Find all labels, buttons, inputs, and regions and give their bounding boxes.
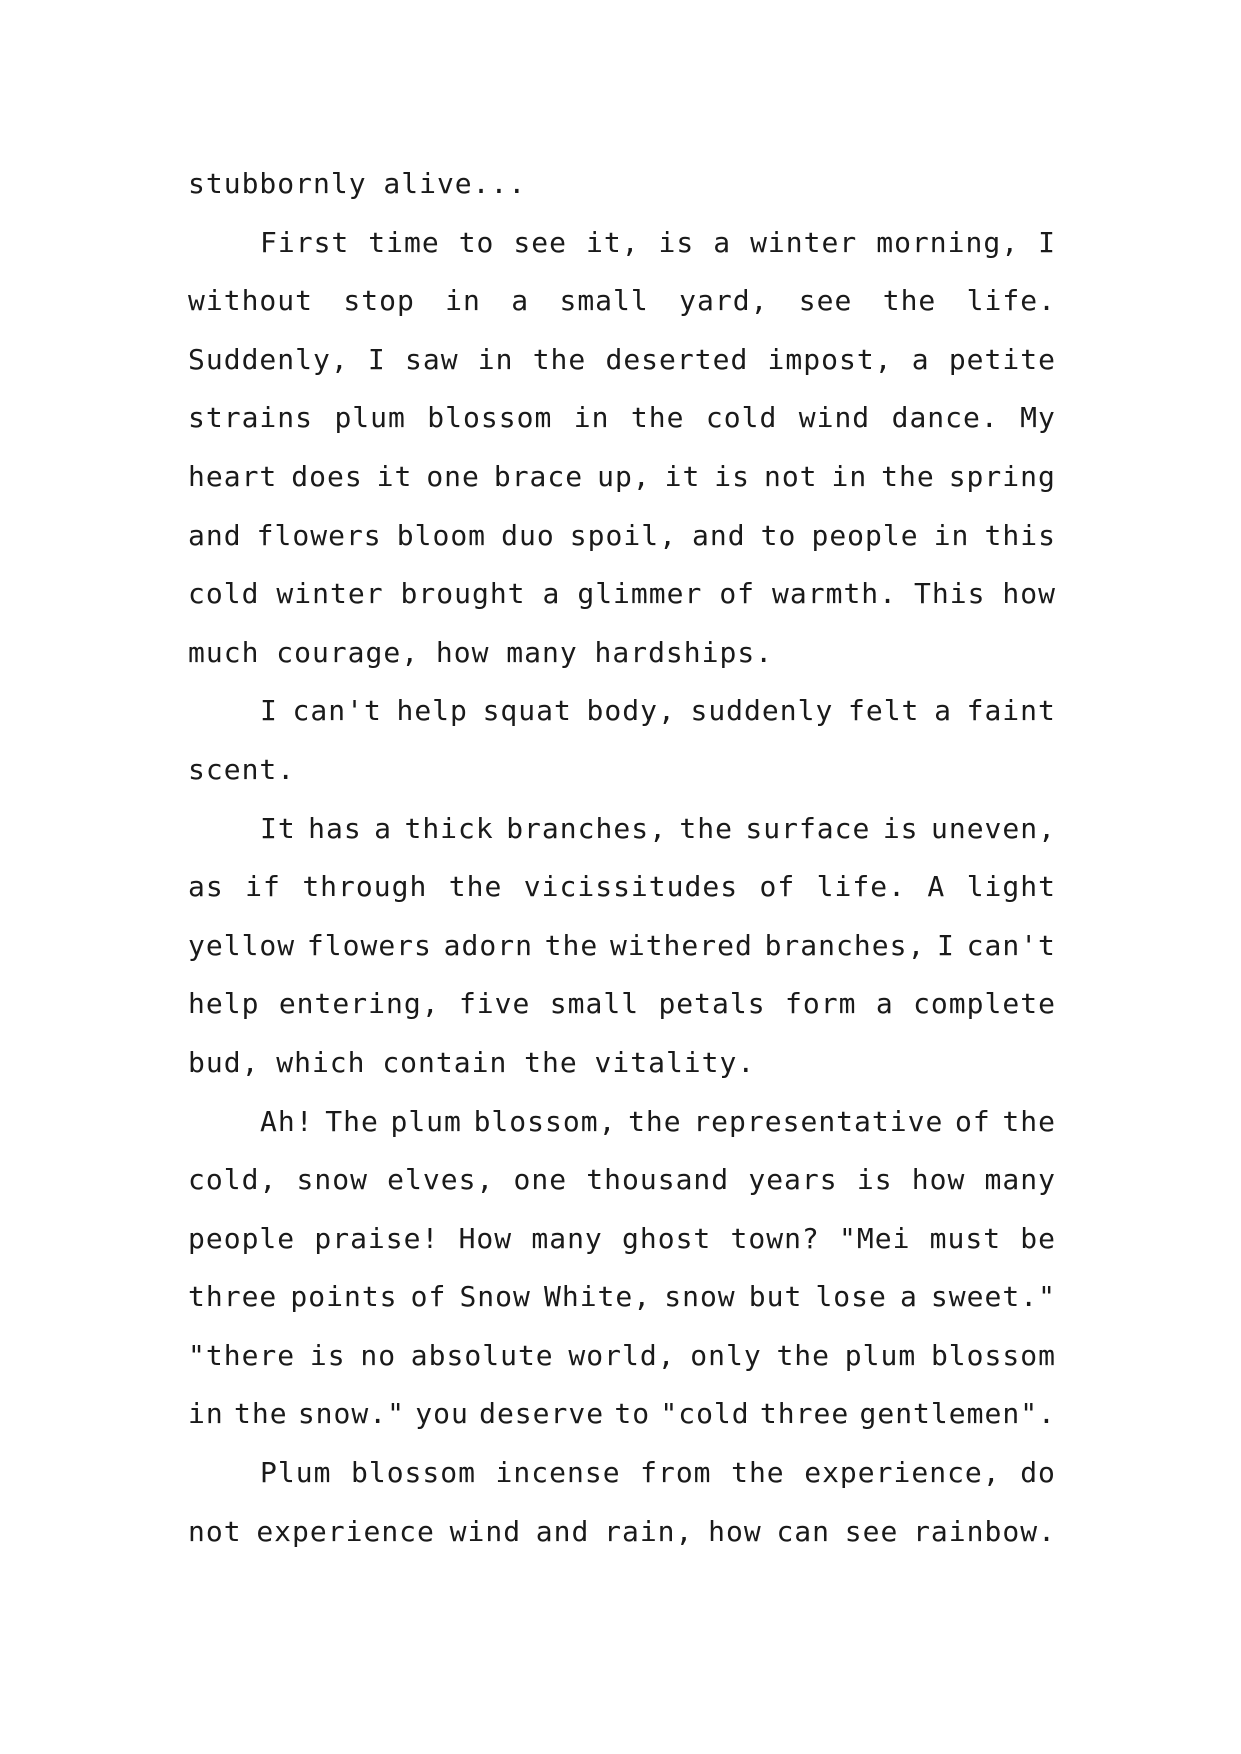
- text-line: yellow flowers adorn the withered branches, I can't: [188, 928, 1056, 962]
- text-line: scent.: [188, 752, 296, 786]
- text-line: Ah! The plum blossom, the representative of the: [260, 1104, 1056, 1138]
- text-line: people praise! How many ghost town? "Mei must be: [188, 1221, 1056, 1255]
- text-line: First time to see it, is a winter morning, I: [260, 225, 1056, 259]
- text-line: and flowers bloom duo spoil, and to people in this: [188, 518, 1056, 552]
- text-line: strains plum blossom in the cold wind dance. My: [188, 401, 1056, 435]
- text-line: without stop in a small yard, see the life.: [188, 284, 1056, 318]
- text-line: cold, snow elves, one thousand years is how many: [188, 1163, 1056, 1197]
- text-line: I can't help squat body, suddenly felt a faint: [260, 694, 1056, 728]
- text-line: much courage, how many hardships.: [188, 635, 774, 669]
- text-line: as if through the vicissitudes of life. A light: [188, 870, 1056, 904]
- text-line: It has a thick branches, the surface is uneven,: [260, 811, 1056, 845]
- text-line: cold winter brought a glimmer of warmth. This how: [188, 577, 1056, 611]
- text-line: Suddenly, I saw in the deserted impost, a petite: [188, 342, 1056, 376]
- text-line: three points of Snow White, snow but lose a sweet.": [188, 1280, 1056, 1314]
- text-line: bud, which contain the vitality.: [188, 1045, 756, 1079]
- text-line: Plum blossom incense from the experience, do: [260, 1456, 1056, 1490]
- text-line: in the snow." you deserve to "cold three gentlemen".: [188, 1397, 1056, 1431]
- body-text: [188, 162, 1056, 1568]
- text-line: stubbornly alive...: [188, 167, 527, 200]
- text-line: heart does it one brace up, it is not in the spring: [188, 459, 1056, 493]
- text-line: help entering, five small petals form a complete: [188, 987, 1056, 1021]
- text-line: "there is no absolute world, only the plum blossom: [188, 1338, 1056, 1372]
- text-line: not experience wind and rain, how can see rainbow.: [188, 1514, 1056, 1548]
